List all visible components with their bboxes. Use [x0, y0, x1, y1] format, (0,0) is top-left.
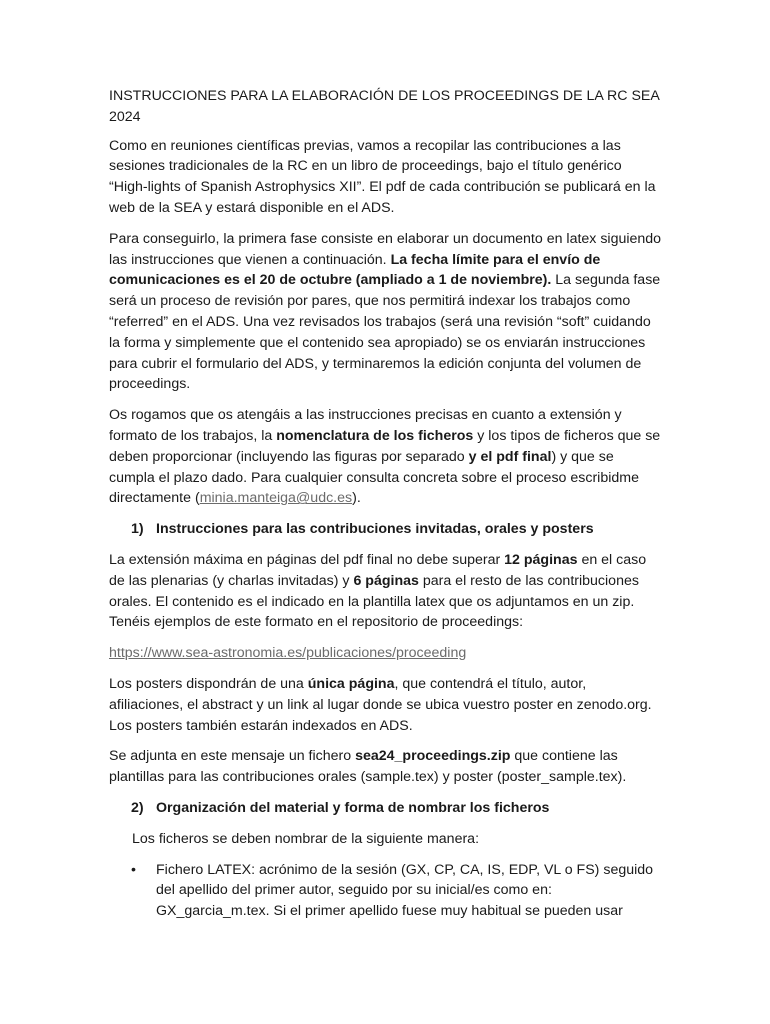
instructions-paragraph	[109, 405, 662, 509]
document-title: INSTRUCCIONES PARA LA ELABORACIÓN DE LOS PROCEEDINGS DE LA RC SEA 2024	[109, 88, 660, 125]
six-pages-text: 6 páginas	[353, 572, 419, 589]
section-1-title: Instrucciones para las contribuciones invitadas, orales y posters	[156, 521, 594, 538]
section-1-heading	[109, 519, 662, 540]
page-limits-text-a: La extensión máxima en páginas del pdf final no debe superar	[109, 551, 505, 568]
section-2-heading	[109, 798, 662, 819]
final-pdf-text: y el pdf final	[468, 448, 552, 465]
phases-text-a: Para conseguirlo, la primera fase consiste en elaborar un documento en latex siguiendo las instrucciones que vienen a continuación.	[109, 230, 662, 268]
bullet-icon: •	[131, 861, 136, 878]
list-item	[109, 860, 662, 922]
file-nomenclature-text: nomenclatura de los ficheros	[276, 427, 474, 444]
section-2-title: Organización del material y forma de nombrar los ficheros	[156, 799, 550, 816]
contact-email-link[interactable]: minia.manteiga@udc.es	[199, 490, 353, 507]
instructions-text-f: ).	[352, 490, 361, 507]
posters-paragraph	[109, 674, 662, 736]
attachment-text-a: Se adjunta en este mensaje un fichero	[109, 748, 356, 765]
twelve-pages-text: 12 páginas	[504, 551, 578, 568]
posters-text-c: , que contendrá el título, autor, afiliaciones, el abstract y un link al lugar donde se ubica vuestro poster en zenodo.org. Los posters también estarán indexados en ADS.	[109, 675, 652, 734]
attachment-paragraph	[109, 746, 662, 788]
repository-url-link[interactable]: https://www.sea-astronomia.es/publicaciones/proceeding	[109, 645, 467, 662]
single-page-text: única página	[307, 675, 395, 692]
attachment-text-c: que contiene las plantillas para las contribuciones orales (sample.tex) y poster (poster_sample.tex).	[109, 748, 627, 786]
naming-rules-list	[109, 860, 662, 922]
deadline-text: La fecha límite para el envío de comunicaciones es el 20 de octubre (ampliado a 1 de noviembre).	[109, 251, 601, 289]
instructions-text-e: ) y que se cumpla el plazo dado. Para cualquier consulta concreta sobre el proceso escribidme directamente (	[109, 448, 639, 507]
posters-text-a: Los posters dispondrán de una	[109, 675, 308, 692]
page-limits-text-c: en el caso de las plenarias (y charlas invitadas) y	[109, 551, 647, 589]
phases-text-c: La segunda fase será un proceso de revisión por pares, que nos permitirá indexar los trabajos como “referred” en el ADS. Una vez revisados los trabajos (será una revisión “soft” cuidando la forma y simplemente que el contenido sea apropiado) se os enviarán instrucciones para cubrir el formulario del ADS, y terminaremos la edición conjunta del volumen de proceedings.	[109, 272, 661, 393]
instructions-text-a: Os rogamos que os atengáis a las instrucciones precisas en cuanto a extensión y formato de los trabajos, la	[109, 407, 622, 444]
page-limits-paragraph	[109, 550, 662, 633]
naming-intro-paragraph: Los ficheros se deben nombrar de la siguiente manera:	[132, 830, 480, 847]
phases-paragraph	[109, 229, 662, 395]
section-2-number: 2)	[131, 799, 144, 816]
zip-filename-text: sea24_proceedings.zip	[355, 748, 511, 765]
repository-url-paragraph	[109, 643, 662, 664]
instructions-text-c: y los tipos de ficheros que se deben proporcionar (incluyendo las figuras por separado	[109, 427, 661, 465]
latex-file-rule-text: Fichero LATEX: acrónimo de la sesión (GX, CP, CA, IS, EDP, VL o FS) seguido del apellido del primer autor, seguido por su inicial/es como en: GX_garcia_m.tex. Si el primer apellido fuese muy habitual se pueden usar	[156, 861, 654, 920]
intro-paragraph: Como en reuniones científicas previas, vamos a recopilar las contribuciones a las sesiones tradicionales de la RC en un libro de proceedings, bajo el título genérico “High-lights of Spanish Astrophysics XII”. El pdf de cada contribución se publicará en la web de la SEA y estará disponible en el ADS.	[109, 137, 656, 216]
section-1-number: 1)	[131, 521, 144, 538]
page-limits-text-e: para el resto de las contribuciones orales. El contenido es el indicado en la plantilla latex que os adjuntamos en un zip. Tenéis ejemplos de este formato en el repositorio de proceedings:	[109, 572, 639, 631]
